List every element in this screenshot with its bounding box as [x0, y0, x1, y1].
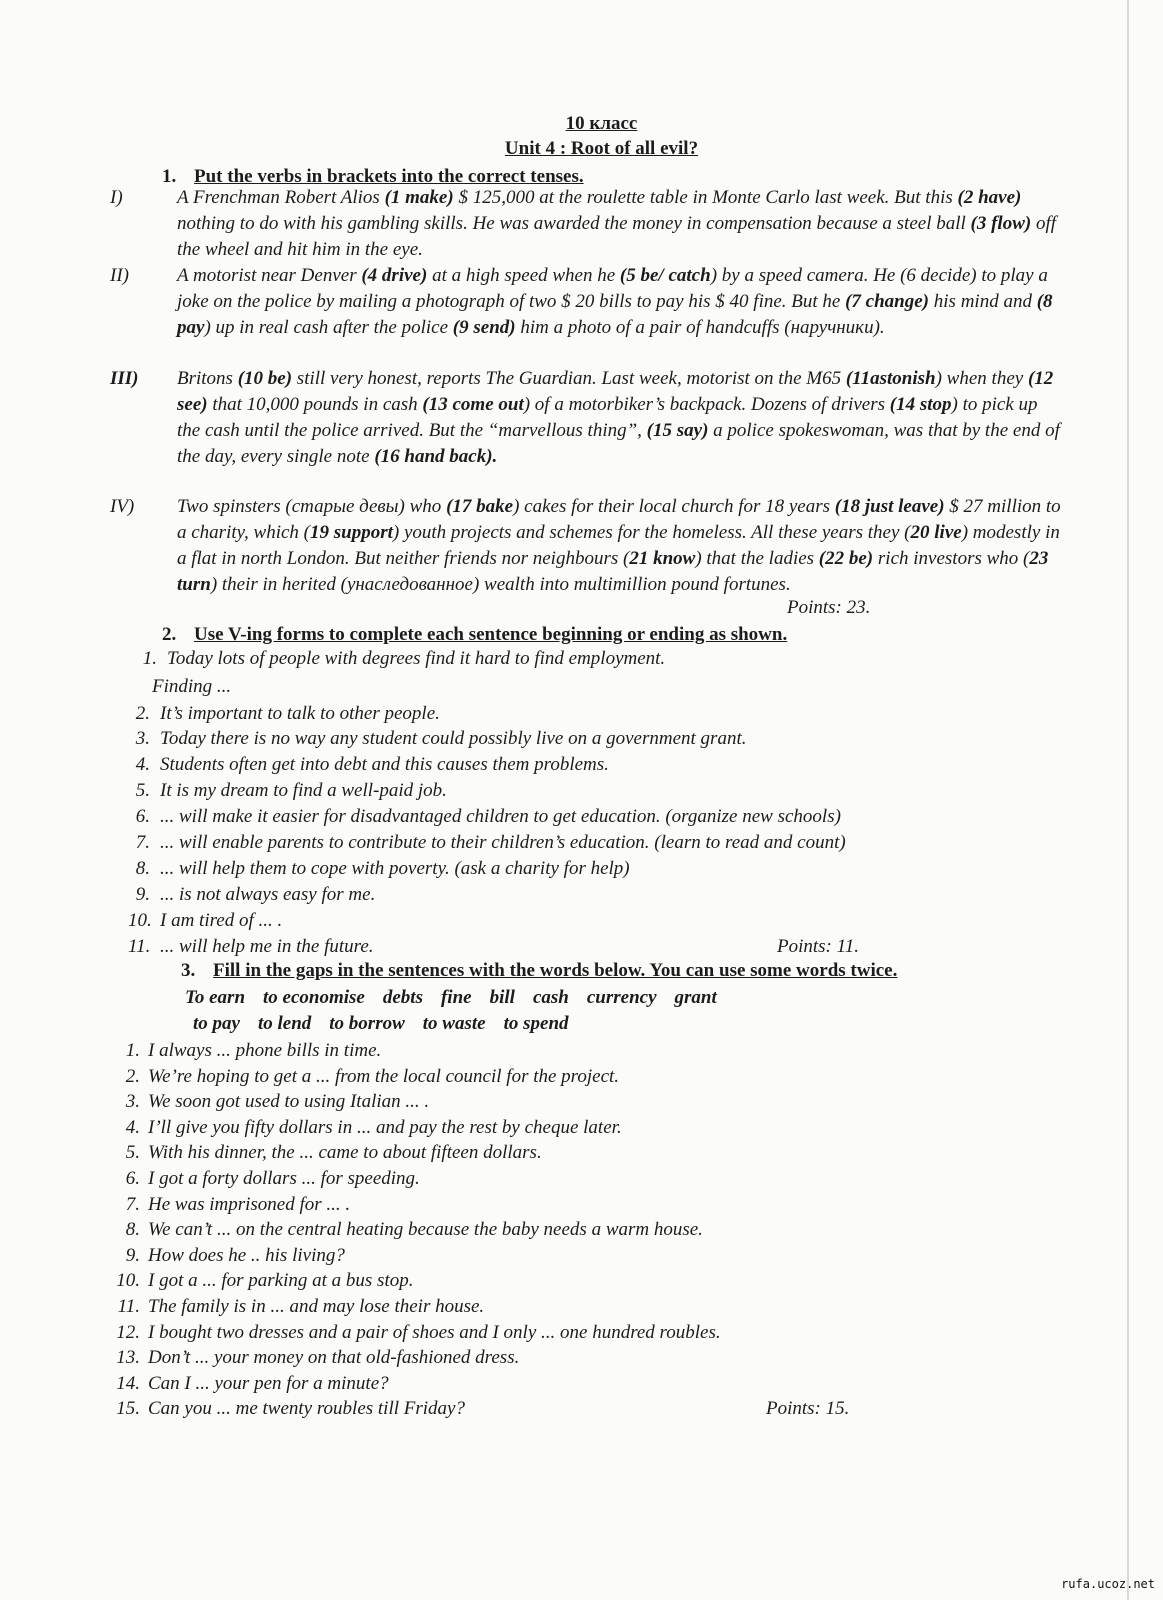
task2-item	[128, 884, 375, 906]
paragraph-label: II)	[110, 265, 129, 286]
task3-item	[112, 1373, 389, 1395]
task3-item	[112, 1245, 345, 1267]
item-number: 9.	[135, 884, 150, 905]
word-bank-word: debts	[382, 987, 423, 1008]
item-number: 9.	[125, 1245, 140, 1266]
item-text: I am tired of ... .	[160, 910, 283, 931]
task2-heading: 2. Use V-ing forms to complete each sentence beginning or ending as shown.	[162, 624, 788, 645]
task3-item	[112, 1168, 420, 1190]
task3-item	[112, 1040, 381, 1062]
task2-item	[128, 832, 846, 854]
item-text: With his dinner, the ... came to about fifteen dollars.	[148, 1142, 542, 1163]
item-text: I always ... phone bills in time.	[148, 1040, 382, 1061]
item-number: 14.	[116, 1373, 140, 1394]
word-bank-row	[193, 1013, 587, 1035]
item-text: The family is in ... and may lose their house.	[148, 1296, 485, 1317]
item-text: I bought two dresses and a pair of shoes and I only ... one hundred roubles.	[148, 1322, 721, 1343]
word-bank-word: to pay	[193, 1013, 240, 1034]
item-text: Finding ...	[152, 676, 232, 697]
paragraph-label: III)	[110, 368, 139, 389]
item-text: ... will enable parents to contribute to their children’s education. (learn to read and count)	[160, 832, 846, 853]
item-text: Don’t ... your money on that old-fashioned dress.	[148, 1347, 520, 1368]
item-number: 4.	[135, 754, 150, 775]
item-text: Today lots of people with degrees find it hard to find employment.	[167, 648, 666, 669]
item-text: I’ll give you fifty dollars in ... and pay the rest by cheque later.	[148, 1117, 622, 1138]
item-number: 2.	[135, 703, 150, 724]
word-bank-word: to economise	[263, 987, 365, 1008]
item-text: It’s important to talk to other people.	[160, 703, 440, 724]
task2-item	[135, 648, 665, 670]
word-bank-word: To earn	[185, 987, 246, 1008]
item-text: It is my dream to find a well-paid job.	[160, 780, 447, 801]
item-text: ... will help them to cope with poverty. (ask a charity for help)	[160, 858, 630, 879]
item-text: Can you ... me twenty roubles till Friday?	[148, 1398, 465, 1419]
item-number: 3.	[125, 1091, 140, 1112]
word-bank-word: fine	[440, 987, 472, 1008]
task2-item	[128, 806, 841, 828]
task3-item	[112, 1194, 350, 1216]
item-text: We’re hoping to get a ... from the local council for the project.	[148, 1066, 620, 1087]
site-watermark: rufa.ucoz.net	[1061, 1577, 1155, 1591]
item-text: We can’t ... on the central heating because the baby needs a warm house.	[148, 1219, 703, 1240]
item-text: Can I ... your pen for a minute?	[148, 1373, 389, 1394]
paragraph-text: A Frenchman Robert Alios (1 make) $ 125,000 at the roulette table in Monte Carlo last week. But this (2 have) nothing to do with his gambling skills. He was awarded the money in compensation because a steel ball (3 flow) off the wheel and hit him in the eye.	[177, 187, 1057, 260]
paragraph-text: Britons (10 be) still very honest, reports The Guardian. Last week, motorist on the M65 (11astonish) when they (12 see) that 10,000 pounds in cash (13 come out) of a motorbiker’s backpack. Dozens of drivers (14 stop) to pick up the cash until the police arrived. But the “marvellous thing”, (15 say) a police spokeswoman, was that by the end of the day, every single note (16 hand back).	[177, 368, 1060, 467]
item-number: 13.	[116, 1347, 140, 1368]
item-text: ... will make it easier for disadvantaged children to get education. (organize new schools)	[160, 806, 841, 827]
item-text: ... will help me in the future.	[160, 936, 374, 957]
task2-item	[128, 703, 440, 725]
item-number: 3.	[135, 728, 150, 749]
item-text: ... is not always easy for me.	[160, 884, 376, 905]
task3-item	[112, 1091, 429, 1113]
task1-heading: 1. Put the verbs in brackets into the correct tenses.	[162, 166, 584, 187]
paragraph-text: A motorist near Denver (4 drive) at a high speed when he (5 be/ catch) by a speed camera. He (6 decide) to play a joke on the police by mailing a photograph of two $ 20 bills to pay his $ 40 fine. But he (7 change) his mind and (8 pay) up in real cash after the police (9 send) him a photo of a pair of handcuffs (наручники).	[177, 265, 1053, 338]
task3-item	[112, 1270, 413, 1292]
grade-heading: 10 класс	[565, 113, 638, 134]
item-number: 10.	[116, 1270, 140, 1291]
paragraph-label: I)	[110, 187, 123, 208]
task3-item	[112, 1066, 619, 1088]
task2-item	[128, 858, 630, 880]
task2-item	[152, 676, 231, 698]
item-text: He was imprisoned for ... .	[148, 1194, 351, 1215]
word-bank-word: bill	[489, 987, 515, 1008]
item-number: 15.	[116, 1398, 140, 1419]
paragraph-label: IV)	[110, 496, 135, 517]
task3-item	[112, 1142, 542, 1164]
item-number: 11.	[117, 1296, 140, 1317]
word-bank-word: grant	[674, 987, 717, 1008]
word-bank-word: to waste	[422, 1013, 486, 1034]
item-number: 5.	[135, 780, 150, 801]
task3-heading: 3. Fill in the gaps in the sentences with the words below. You can use some words twice.	[181, 960, 898, 981]
task3-item	[112, 1117, 622, 1139]
task3-item	[112, 1296, 484, 1318]
task3-points: Points: 15.	[766, 1398, 850, 1419]
item-number: 11.	[128, 936, 151, 957]
word-bank-word: to borrow	[329, 1013, 405, 1034]
task3-item	[112, 1347, 519, 1369]
unit-title: Unit 4 : Root of all evil?	[504, 138, 699, 159]
item-number: 8.	[125, 1219, 140, 1240]
task2-item	[128, 728, 746, 750]
item-number: 1.	[142, 648, 157, 669]
task2-item	[128, 936, 374, 958]
item-number: 6.	[125, 1168, 140, 1189]
word-bank-row	[185, 987, 735, 1009]
item-number: 7.	[125, 1194, 140, 1215]
item-text: Today there is no way any student could possibly live on a government grant.	[160, 728, 747, 749]
item-number: 7.	[135, 832, 150, 853]
item-number: 12.	[116, 1322, 140, 1343]
task3-item	[112, 1398, 465, 1420]
word-bank-word: to lend	[257, 1013, 312, 1034]
item-text: I got a forty dollars ... for speeding.	[148, 1168, 420, 1189]
word-bank-word: cash	[532, 987, 569, 1008]
task2-points: Points: 11.	[777, 936, 859, 957]
item-number: 2.	[125, 1066, 140, 1087]
paragraph-text: Two spinsters (старые девы) who (17 bake) cakes for their local church for 18 years (18 just leave) $ 27 million to a charity, which (19 support) youth projects and schemes for the homeless. All these years they (20 live) modestly in a flat in north London. But neither friends nor neighbours (21 know) that the ladies (22 be) rich investors who (23 turn) their in herited (унаследованное) wealth into multimillion pound fortunes.	[177, 496, 1061, 595]
item-number: 8.	[135, 858, 150, 879]
paper-edge	[1127, 0, 1129, 1600]
item-text: We soon got used to using Italian ... .	[148, 1091, 430, 1112]
task1-points: Points: 23.	[787, 597, 871, 618]
item-number: 10.	[128, 910, 152, 931]
item-text: Students often get into debt and this causes them problems.	[160, 754, 609, 775]
item-text: I got a ... for parking at a bus stop.	[148, 1270, 414, 1291]
word-bank-word: to spend	[503, 1013, 569, 1034]
task3-item	[112, 1219, 703, 1241]
item-number: 5.	[125, 1142, 140, 1163]
item-number: 4.	[125, 1117, 140, 1138]
item-number: 6.	[135, 806, 150, 827]
item-number: 1.	[125, 1040, 140, 1061]
task2-item	[128, 754, 609, 776]
word-bank-word: currency	[586, 987, 657, 1008]
item-text: How does he .. his living?	[148, 1245, 345, 1266]
task3-item	[112, 1322, 721, 1344]
task2-item	[128, 780, 447, 802]
task2-item	[128, 910, 282, 932]
